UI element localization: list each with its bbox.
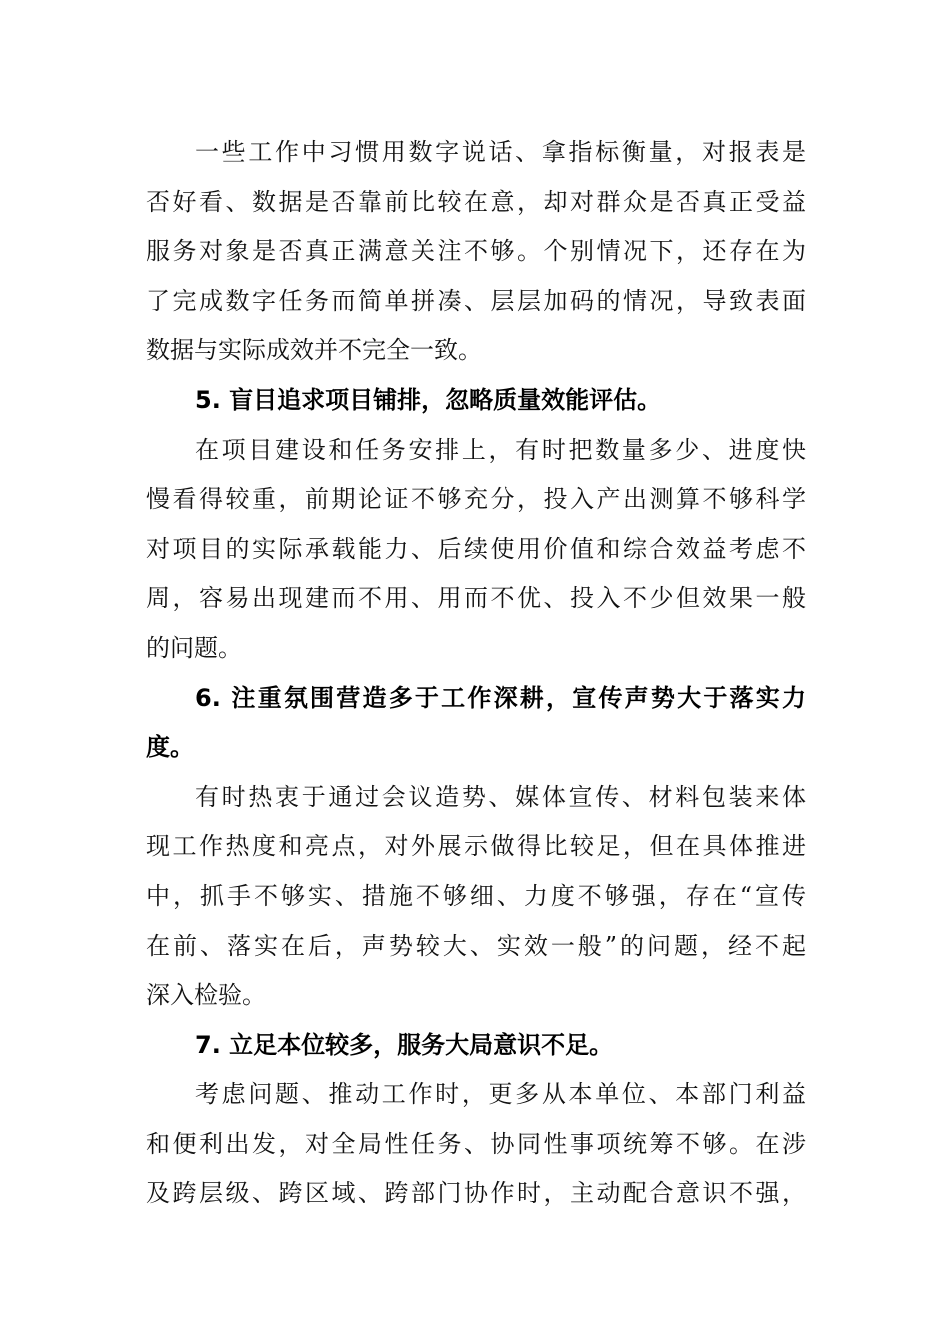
body-paragraph bbox=[146, 1070, 806, 1219]
paragraph-line: 现工作热度和亮点，对外展示做得比较足，但在具体推进 bbox=[146, 832, 806, 861]
paragraph-line: 了完成数字任务而简单拼凑、层层加码的情况，导致表面 bbox=[146, 286, 806, 315]
paragraph-line: 在项目建设和任务安排上，有时把数量多少、进度快 bbox=[195, 435, 806, 464]
section-heading bbox=[146, 674, 806, 773]
paragraph-line: 对项目的实际承载能力、后续使用价值和综合效益考虑不 bbox=[146, 534, 806, 563]
paragraph-line: 在前、落实在后，声势较大、实效一般”的问题，经不起 bbox=[146, 931, 806, 960]
body-paragraph bbox=[146, 426, 806, 674]
paragraph-line: 及跨层级、跨区域、跨部门协作时，主动配合意识不强， bbox=[146, 1179, 806, 1208]
heading-line: 7. 立足本位较多，服务大局意识不足。 bbox=[195, 1030, 614, 1059]
heading-line: 5. 盲目追求项目铺排，忽略质量效能评估。 bbox=[195, 385, 662, 414]
paragraph-line: 深入检验。 bbox=[146, 981, 266, 1010]
paragraph-line: 服务对象是否真正满意关注不够。个别情况下，还存在为 bbox=[146, 237, 806, 266]
paragraph-line: 中，抓手不够实、措施不够细、力度不够强，存在“宣传 bbox=[146, 881, 806, 910]
paragraph-line: 一些工作中习惯用数字说话、拿指标衡量，对报表是 bbox=[195, 138, 806, 166]
paragraph-line: 周，容易出现建而不用、用而不优、投入不少但效果一般 bbox=[146, 584, 806, 613]
paragraph-line: 数据与实际成效并不完全一致。 bbox=[146, 336, 482, 365]
heading-line: 度。 bbox=[146, 733, 194, 762]
body-paragraph bbox=[146, 128, 806, 376]
paragraph-line: 考虑问题、推动工作时，更多从本单位、本部门利益 bbox=[195, 1080, 806, 1109]
paragraph-line: 有时热衷于通过会议造势、媒体宣传、材料包装来体 bbox=[195, 782, 806, 811]
heading-line: 6. 注重氛围营造多于工作深耕，宣传声势大于落实力 bbox=[195, 683, 806, 712]
body-paragraph bbox=[146, 773, 806, 1021]
paragraph-line: 的问题。 bbox=[146, 633, 242, 662]
document-body bbox=[146, 128, 806, 1219]
section-heading bbox=[146, 1021, 806, 1071]
paragraph-line: 慢看得较重，前期论证不够充分，投入产出测算不够科学 bbox=[146, 485, 806, 514]
paragraph-line: 否好看、数据是否靠前比较在意，却对群众是否真正受益 bbox=[146, 187, 806, 216]
paragraph-line: 和便利出发，对全局性任务、协同性事项统筹不够。在涉 bbox=[146, 1129, 806, 1158]
section-heading bbox=[146, 376, 806, 426]
